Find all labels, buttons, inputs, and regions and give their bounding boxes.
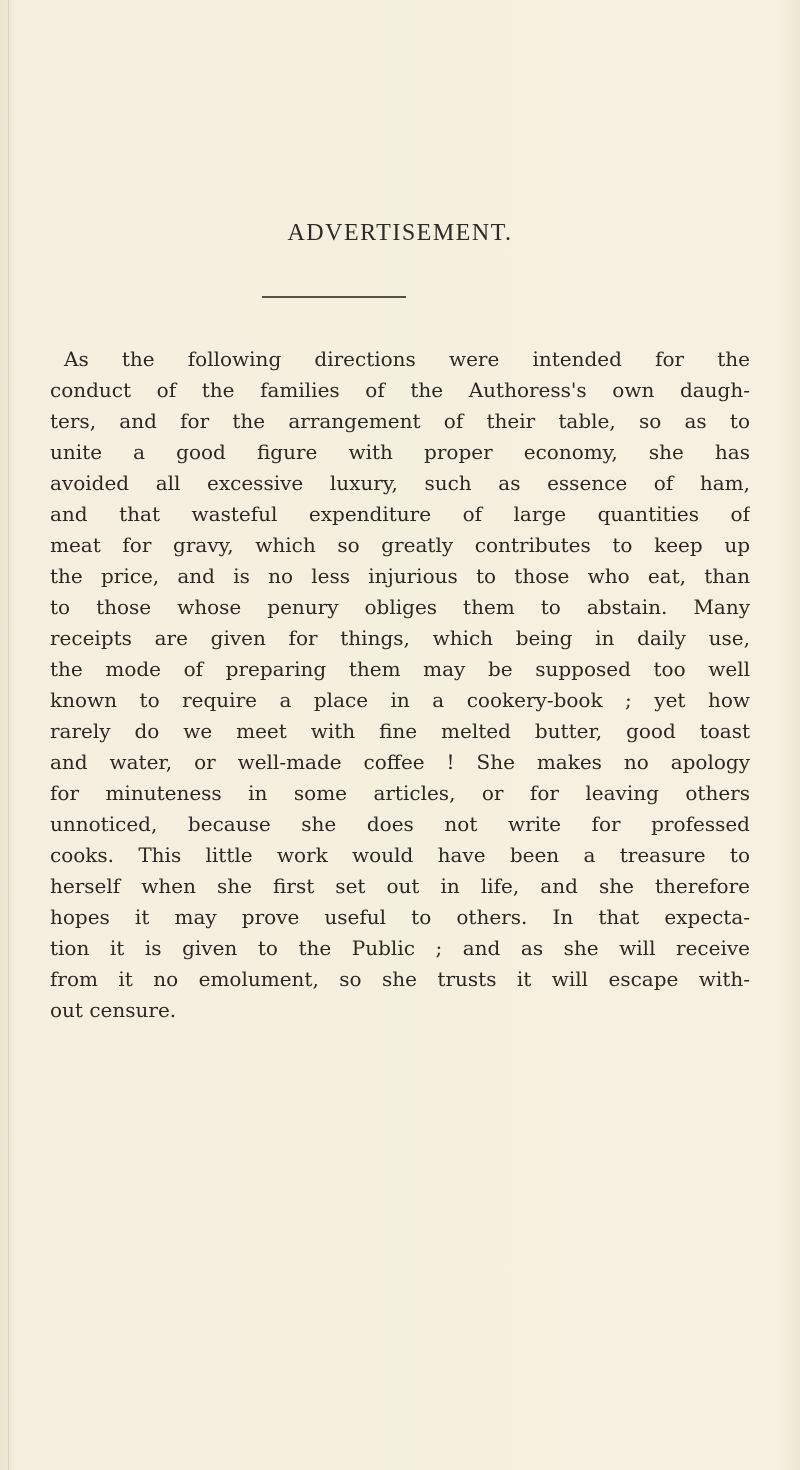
paragraph-line: receipts are given for things, which being in daily use, bbox=[50, 626, 750, 650]
title-rule-divider bbox=[262, 296, 406, 298]
paragraph-line: hopes it may prove useful to others. In that expecta- bbox=[50, 905, 750, 929]
paragraph-line: from it no emolument, so she trusts it will escape with- bbox=[50, 967, 750, 991]
paragraph-line: avoided all excessive luxury, such as essence of ham, bbox=[50, 471, 750, 495]
paragraph-line: and water, or well-made coffee ! She makes no apology bbox=[50, 750, 750, 774]
paragraph-line: the price, and is no less injurious to those who eat, than bbox=[50, 564, 750, 588]
paragraph-line: As the following directions were intended for the bbox=[64, 347, 750, 371]
paragraph-line: cooks. This little work would have been a treasure to bbox=[50, 843, 750, 867]
paragraph-line: known to require a place in a cookery-book ; yet how bbox=[50, 688, 750, 712]
paragraph-line: the mode of preparing them may be supposed too well bbox=[50, 657, 750, 681]
paragraph-line: and that wasteful expenditure of large quantities of bbox=[50, 502, 750, 526]
paragraph-line: out censure. bbox=[50, 998, 177, 1022]
paragraph-line: meat for gravy, which so greatly contributes to keep up bbox=[50, 533, 750, 557]
paragraph-line: to those whose penury obliges them to abstain. Many bbox=[50, 595, 750, 619]
paragraph-line: conduct of the families of the Authoress's own daugh- bbox=[50, 378, 750, 402]
advertisement-paragraph bbox=[50, 344, 750, 1026]
paragraph-line: unite a good figure with proper economy, she has bbox=[50, 440, 750, 464]
paragraph-line: tion it is given to the Public ; and as she will receive bbox=[50, 936, 750, 960]
page-title: ADVERTISEMENT. bbox=[287, 220, 513, 246]
paragraph-line: ters, and for the arrangement of their table, so as to bbox=[50, 409, 750, 433]
paragraph-line: unnoticed, because she does not write for professed bbox=[50, 812, 750, 836]
paragraph-line: rarely do we meet with fine melted butter, good toast bbox=[50, 719, 750, 743]
paragraph-line: for minuteness in some articles, or for leaving others bbox=[50, 781, 750, 805]
paragraph-line: herself when she first set out in life, and she therefore bbox=[50, 874, 750, 898]
